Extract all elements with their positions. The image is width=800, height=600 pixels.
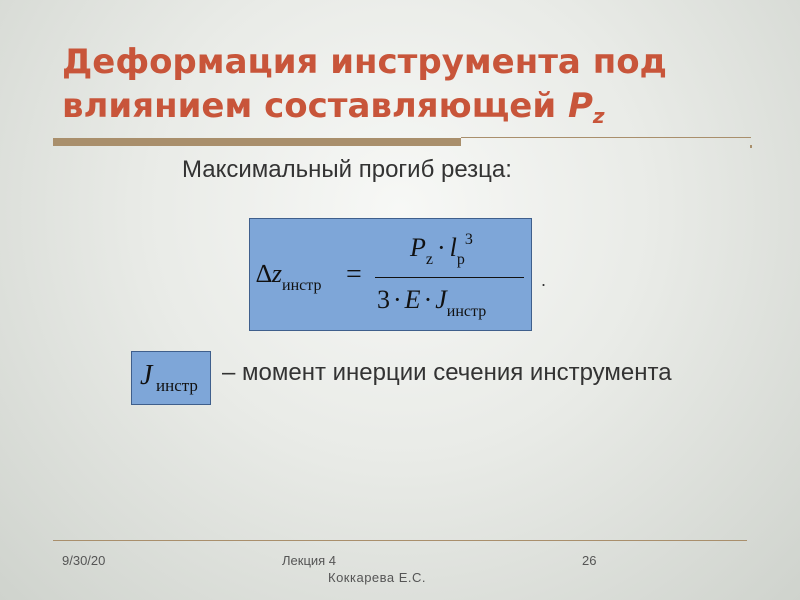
deflection-formula — [249, 218, 532, 331]
lhs-subscript: инстр — [282, 277, 322, 294]
footer-page-number: 26 — [582, 553, 597, 568]
inertia-symbol: J — [140, 360, 153, 391]
formula-period: . — [541, 270, 547, 290]
title-symbol: P — [568, 86, 593, 126]
den-j-subscript: инстр — [446, 303, 487, 320]
footer-lecture: Лекция 4 — [282, 553, 337, 568]
formula-lhs — [256, 259, 321, 295]
title-divider-thin — [461, 137, 751, 138]
inertia-subscript: инстр — [156, 376, 198, 395]
num-l: l — [449, 233, 457, 262]
title-symbol-subscript: z — [592, 104, 605, 128]
num-p-subscript: z — [425, 251, 433, 268]
num-dot: · — [437, 233, 446, 262]
title-divider-thick — [53, 138, 461, 146]
den-e: E — [404, 285, 421, 314]
inertia-description: – момент инерции сечения инструмента — [222, 359, 672, 386]
footer-date: 9/30/20 — [62, 553, 106, 568]
num-p: P — [410, 233, 426, 262]
slide-title — [62, 40, 762, 138]
footer-author: Коккарева Е.С. — [328, 570, 427, 585]
den-three: 3 — [377, 285, 390, 314]
slide-title-text: Деформация инструмента под влиянием составляющей — [62, 42, 668, 126]
slide-subtitle: Максимальный прогиб резца: — [182, 156, 512, 183]
equals-sign: = — [346, 259, 362, 290]
formula-numerator — [410, 233, 473, 269]
lhs-variable: z — [271, 259, 283, 288]
den-j: J — [435, 285, 447, 314]
num-exponent: 3 — [464, 231, 473, 248]
inertia-symbol-box — [131, 351, 211, 405]
num-l-subscript: р — [456, 251, 465, 268]
footer-divider — [53, 540, 747, 541]
formula-denominator — [377, 285, 486, 321]
fraction-bar — [375, 277, 524, 278]
delta-symbol: ∆ — [256, 259, 272, 288]
den-dot-2: · — [423, 285, 433, 314]
title-divider-tick — [750, 145, 752, 148]
den-dot-1: · — [393, 285, 402, 314]
